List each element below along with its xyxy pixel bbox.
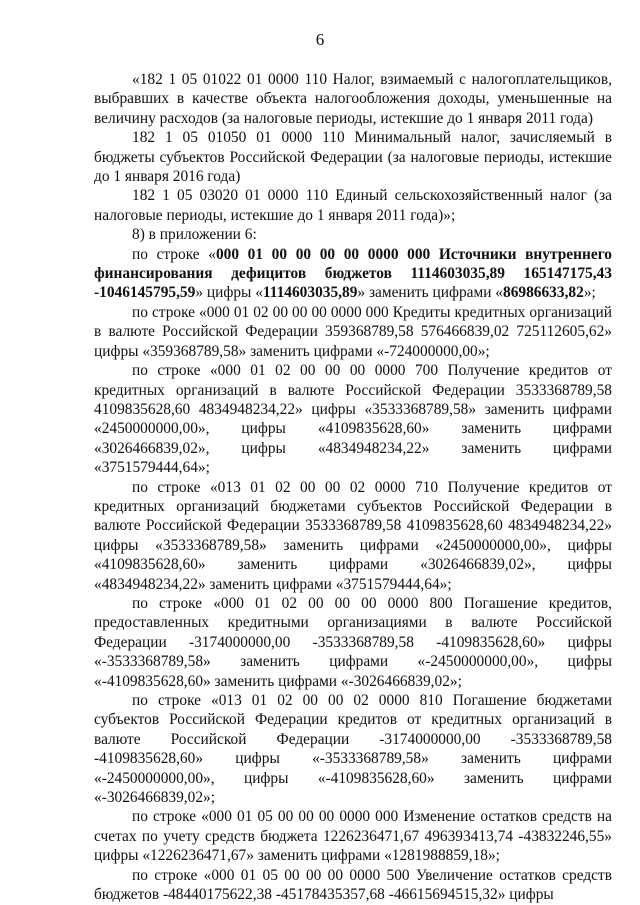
paragraph-4: 8) в приложении 6: — [132, 226, 257, 244]
paragraph-5-lead: по строке « — [132, 245, 216, 263]
paragraph-2: 182 1 05 01050 01 0000 110 Минимальный налог, зачисляемый в бюджеты субъектов Российской Федерации (за налоговые периоды, истекшие до 1 января 2016 года) — [94, 129, 612, 186]
paragraph-6: по строке «000 01 02 00 00 00 0000 000 Кредиты кредитных организаций в валюте Российской Федерации 359368789,58 576466839,02 725112605,62» цифры «359368789,58» заменить цифрами «-724000000,00»; — [94, 303, 612, 360]
paragraph-5-source-row: 000 01 00 00 00 00 0000 000 Источники внутреннего финансирования дефицитов бюджетов 1114603035,89 165147175,43 -1046145795,59 — [94, 245, 612, 302]
paragraph-1: «182 1 05 01022 01 0000 110 Налог, взимаемый с налогоплательщиков, выбравших в качестве объекта налогообложения доходы, уменьшенные на величину расходов (за налоговые периоды, истекшие до 1 января 2011 года) — [94, 71, 612, 127]
paragraph-5 — [94, 245, 612, 303]
paragraph-8: по строке «013 01 02 00 00 02 0000 710 Получение кредитов от кредитных организаций бюджетами субъектов Российской Федерации в валюте Российской Федерации 3533368789,58 4109835628,60 4834948234,22» цифры «3533368789,58» заменить цифрами «2450000000,00», цифры «4109835628,60» заменить цифрами «3026466839,02», цифры «4834948234,22» заменить цифрами «3751579444,64»; — [94, 478, 612, 593]
paragraph-12: по строке «000 01 05 00 00 00 0000 500 Увеличение остатков средств бюджетов -48440175622,38 -45178435357,68 -46615694515,32» цифры — [94, 866, 612, 904]
paragraph-3: 182 1 05 03020 01 0000 110 Единый сельскохозяйственный налог (за налоговые периоды, истекшие до 1 января 2011 года)»; — [94, 187, 612, 224]
page-number: 6 — [315, 30, 325, 49]
paragraph-5-old-value: 1114603035,89 — [262, 284, 358, 302]
paragraph-5-mid: » цифры « — [195, 284, 263, 302]
paragraph-10: по строке «013 01 02 00 00 02 0000 810 Погашение бюджетами субъектов Российской Федерации кредитов от кредитных организаций в валюте Российской Федерации -3174000000,00 -3533368789,58 -4109835628,60» цифры «-3533368789,58» заменить цифрами «-2450000000,00», цифры «-4109835628,60» заменить цифрами «-3026466839,02»; — [94, 692, 612, 807]
paragraph-5-replace: » заменить цифрами « — [357, 284, 503, 302]
document-body — [94, 70, 612, 904]
paragraph-7: по строке «000 01 02 00 00 00 0000 700 Получение кредитов от кредитных организаций в валюте Российской Федерации 3533368789,58 4109835628,60 4834948234,22» цифры «3533368789,58» заменить цифрами «2450000000,00», цифры «4109835628,60» заменить цифрами «3026466839,02», цифры «4834948234,22» заменить цифрами «3751579444,64»; — [94, 362, 612, 477]
paragraph-11: по строке «000 01 05 00 00 00 0000 000 Изменение остатков средств на счетах по учету средств бюджета 1226236471,67 496393413,74 -43832246,55» цифры «1226236471,67» заменить цифрами «1281988859,18»; — [94, 808, 612, 865]
paragraph-5-new-value: 86986633,82 — [503, 284, 584, 302]
paragraph-9: по строке «000 01 02 00 00 00 0000 800 Погашение кредитов, предоставленных кредитными организациями в валюте Российской Федерации -3174000000,00 -3533368789,58 -4109835628,60» цифры «-3533368789,58» заменить цифрами «-2450000000,00», цифры «-4109835628,60» заменить цифрами «-3026466839,02»; — [94, 594, 612, 690]
paragraph-5-end: »; — [583, 284, 596, 302]
